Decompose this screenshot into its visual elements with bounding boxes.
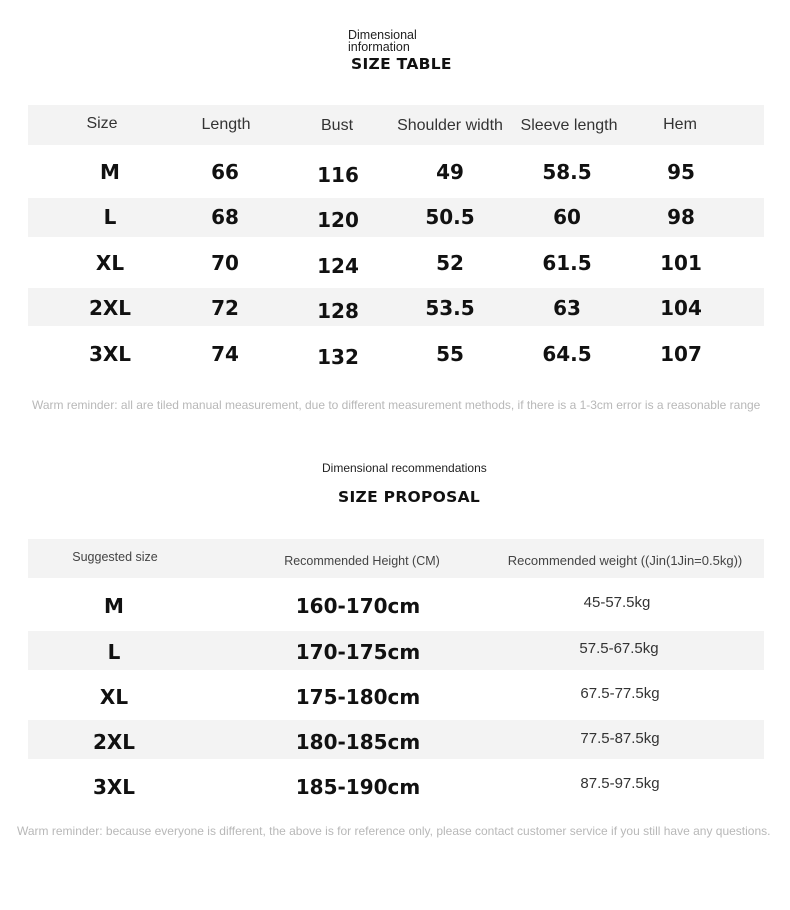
size-proposal-cell-size: M: [104, 594, 124, 618]
size-table-cell-shoulder: 53.5: [425, 296, 475, 320]
size-table-cell-size: 3XL: [88, 342, 132, 366]
size-proposal-title: SIZE PROPOSAL: [338, 488, 481, 506]
size-table-cell-length: 70: [211, 251, 239, 275]
size-proposal-cell-size: 3XL: [92, 775, 136, 799]
size-proposal-subtitle: Dimensional recommendations: [322, 461, 487, 475]
size-proposal-cell-weight: 87.5-97.5kg: [580, 775, 660, 792]
size-table-cell-hem: 95: [667, 160, 695, 184]
size-table-cell-length: 66: [211, 160, 239, 184]
size-table-cell-length: 68: [211, 205, 239, 229]
size-table-cell-sleeve: 58.5: [542, 160, 592, 184]
size-proposal-cell-height: 160-170cm: [295, 594, 421, 618]
size-table-cell-shoulder: 55: [436, 342, 464, 366]
size-table-cell-hem: 98: [667, 205, 695, 229]
size-proposal-note: Warm reminder: because everyone is different, the above is for reference only, please contact customer service if you still have any questions.: [17, 824, 771, 838]
size-table-subtitle-line1: Dimensional: [348, 28, 417, 42]
size-table-cell-length: 72: [211, 296, 239, 320]
size-table-cell-bust: 120: [317, 208, 359, 232]
size-table-cell-shoulder: 50.5: [425, 205, 475, 229]
size-proposal-cell-size: 2XL: [92, 730, 136, 754]
size-table-header-row: [28, 105, 764, 145]
size-table-header-shoulder-width: Shoulder width: [397, 117, 503, 134]
size-table-cell-bust: 132: [317, 345, 359, 369]
size-table-cell-sleeve: 61.5: [542, 251, 592, 275]
size-table-row-band: [28, 198, 764, 237]
size-proposal-cell-height: 185-190cm: [295, 775, 421, 799]
size-table-subtitle-line2: information: [348, 40, 410, 54]
size-table-note: Warm reminder: all are tiled manual measurement, due to different measurement methods, if there is a 1-3cm error is a reasonable range: [32, 398, 761, 412]
size-table-cell-hem: 101: [660, 251, 702, 275]
size-table-cell-bust: 116: [317, 163, 359, 187]
size-proposal-cell-height: 180-185cm: [295, 730, 421, 754]
size-table-cell-size: XL: [95, 251, 125, 275]
size-proposal-cell-height: 175-180cm: [295, 685, 421, 709]
size-table-header-bust: Bust: [320, 117, 354, 134]
size-table-cell-size: 2XL: [88, 296, 132, 320]
size-proposal-cell-size: XL: [99, 685, 129, 709]
size-table-cell-sleeve: 60: [553, 205, 581, 229]
size-table-cell-hem: 104: [660, 296, 702, 320]
size-table-cell-shoulder: 52: [436, 251, 464, 275]
size-table-cell-bust: 124: [317, 254, 359, 278]
size-table-cell-shoulder: 49: [436, 160, 464, 184]
size-table-cell-sleeve: 64.5: [542, 342, 592, 366]
size-table-header-size: Size: [86, 115, 118, 132]
size-table-header-length: Length: [201, 116, 251, 133]
size-proposal-cell-weight: 67.5-77.5kg: [580, 685, 660, 702]
size-table-title: SIZE TABLE: [351, 55, 452, 73]
size-proposal-header-height: Recommended Height (CM): [284, 554, 440, 568]
size-table-header-sleeve-length: Sleeve length: [520, 117, 618, 134]
size-table-row-band: [28, 288, 764, 326]
size-table-cell-length: 74: [211, 342, 239, 366]
size-table-cell-size: M: [100, 160, 120, 184]
size-table-header-hem: Hem: [663, 116, 697, 133]
size-table-cell-bust: 128: [317, 299, 359, 323]
size-proposal-cell-weight: 77.5-87.5kg: [580, 730, 660, 747]
size-proposal-cell-height: 170-175cm: [295, 640, 421, 664]
size-proposal-cell-weight: 45-57.5kg: [583, 594, 651, 611]
size-proposal-header-weight: Recommended weight ((Jin(1Jin=0.5kg)): [507, 553, 743, 568]
size-table-cell-hem: 107: [660, 342, 702, 366]
size-proposal-cell-weight: 57.5-67.5kg: [579, 640, 659, 657]
size-table-cell-size: L: [103, 205, 117, 229]
size-table-cell-sleeve: 63: [553, 296, 581, 320]
size-proposal-cell-size: L: [107, 640, 121, 664]
size-proposal-header-size: Suggested size: [72, 550, 158, 564]
